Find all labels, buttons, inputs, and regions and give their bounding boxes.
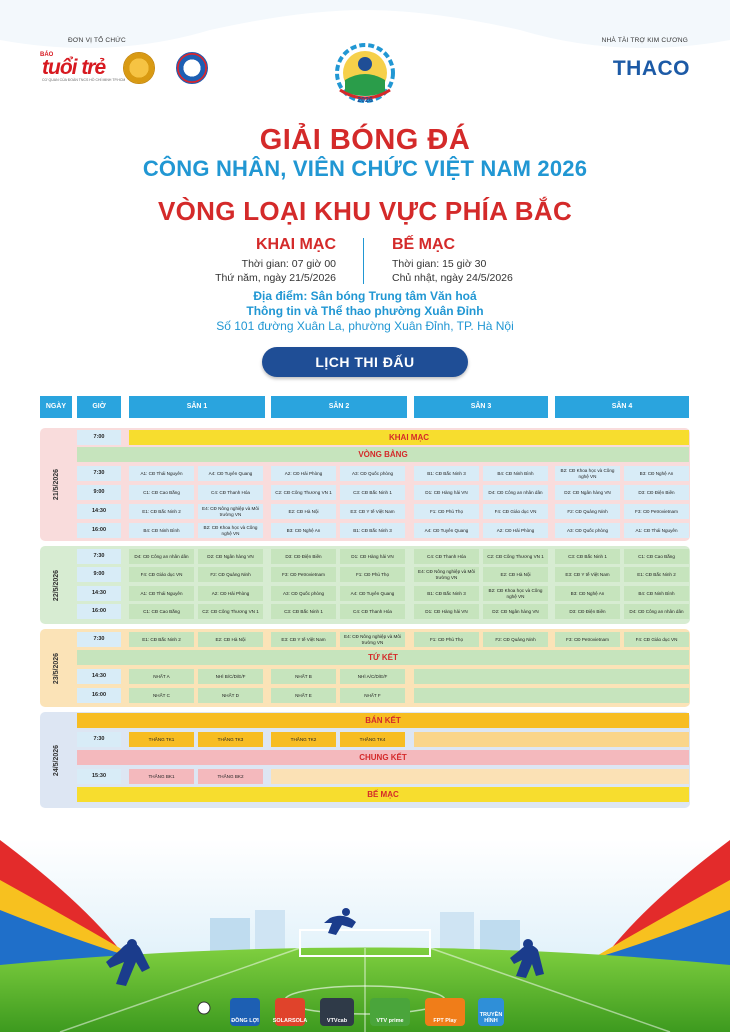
semi-cell: THẮNG TK4 [340, 732, 405, 747]
match-cell: E1: CĐ Bắc Ninh 2 [129, 504, 194, 519]
match-cell: F3: CĐ Petrovietnam [555, 632, 620, 647]
sponsor-logo-2: SOLARSOLA [275, 998, 305, 1026]
title-line3: VÒNG LOẠI KHU VỰC PHÍA BẮC [157, 196, 573, 226]
match-cell: F4: CĐ Giáo dục VN [483, 504, 548, 519]
match-cell: C2: CĐ Công Thương VN 1 [198, 604, 263, 619]
match-cell: B1: CĐ Bắc Ninh 3 [340, 523, 405, 538]
match-cell: A4: CĐ Tuyên Quang [340, 586, 405, 601]
sponsor-label: NHÀ TÀI TRỢ KIM CƯƠNG [601, 37, 688, 44]
day-label-1 [42, 428, 72, 541]
time-d1-1600: 16:00 [77, 523, 121, 538]
match-cell: C4: CĐ Thanh Hóa [340, 604, 405, 619]
time-d4-0730: 7:30 [77, 732, 121, 747]
match-cell: E3: CĐ Y tế Việt Nam [555, 567, 620, 582]
time-d2-1600: 16:00 [77, 604, 121, 619]
time-d4-1530: 15:30 [77, 769, 121, 784]
sponsor-logo-3: VTVcab [320, 998, 354, 1026]
match-cell: B2: CĐ Khoa học và Công nghệ VN [555, 466, 620, 481]
match-cell: E4: CĐ Nông nghiệp và Môi trường VN [414, 567, 479, 582]
closing-heading: BẾ MẠC [392, 236, 456, 253]
day-text-2: 22/5/2026 [53, 569, 61, 601]
final-cell: THẮNG BK1 [129, 769, 194, 784]
match-cell: A4: CĐ Tuyên Quang [198, 466, 263, 481]
organizer-label: ĐƠN VỊ TỔ CHỨC [68, 37, 126, 44]
match-cell: D1: CĐ Hàng hải VN [414, 485, 479, 500]
match-cell: F4: CĐ Giáo dục VN [624, 632, 689, 647]
closing-block [392, 236, 592, 285]
match-cell: E4: CĐ Nông nghiệp và Môi trường VN [198, 504, 263, 519]
match-cell: E4: CĐ Nông nghiệp và Môi trường VN [340, 632, 405, 647]
quarter-cell: NHẤT D [198, 688, 263, 703]
match-cell: B3: CĐ Nghệ An [271, 523, 336, 538]
match-cell: E3: CĐ Y tế Việt Nam [271, 632, 336, 647]
match-cell: F1: CĐ Phú Thọ [340, 567, 405, 582]
quarter-cell: NHẤT A [129, 669, 194, 684]
day-text-4: 24/5/2026 [53, 744, 61, 776]
match-cell: D2: CĐ Ngân hàng VN [483, 604, 548, 619]
header-field4: SÂN 4 [555, 396, 689, 418]
venue-block [0, 289, 730, 334]
match-cell: C1: CĐ Cao Bằng [129, 485, 194, 500]
opening-closing-divider [363, 238, 364, 284]
match-cell: D2: CĐ Ngân hàng VN [555, 485, 620, 500]
day-label-2 [42, 546, 72, 624]
match-cell: E3: CĐ Y tế Việt Nam [340, 504, 405, 519]
day-text-3: 23/5/2026 [53, 652, 61, 684]
opening-time: Thời gian: 07 giờ 00 [241, 258, 336, 270]
tuoitre-small: BÁO [40, 52, 54, 58]
match-cell: C2: CĐ Công Thương VN 1 [271, 485, 336, 500]
match-cell: C3: CĐ Bắc Ninh 1 [555, 549, 620, 564]
opening-heading: KHAI MẠC [256, 236, 336, 253]
closing-date: Chủ nhật, ngày 24/5/2026 [392, 272, 513, 284]
quarter-cell: NHÌ A/C/D/E/F [340, 669, 405, 684]
match-cell: B4: CĐ Ninh Bình [624, 586, 689, 601]
time-d2-1430: 14:30 [77, 586, 121, 601]
match-cell: B4: CĐ Ninh Bình [483, 466, 548, 481]
final-cell: THẮNG BK2 [198, 769, 263, 784]
sponsor-logo-5: FPT Play [425, 998, 465, 1026]
time-d1-0900: 9:00 [77, 485, 121, 500]
quarter-cell: NHẤT F [340, 688, 405, 703]
match-cell: D3: CĐ Điện Biên [624, 485, 689, 500]
tuoitre-logo [40, 52, 126, 82]
match-cell: C4: CĐ Thanh Hóa [414, 549, 479, 564]
opening-block [150, 236, 336, 285]
match-cell: D3: CĐ Điện Biên [271, 549, 336, 564]
match-cell: A1: CĐ Thái Nguyên [129, 586, 194, 601]
match-cell: A2: CĐ Hải Phòng [483, 523, 548, 538]
sponsor-logo-1: ĐỒNG LỢI [230, 998, 260, 1026]
match-cell: A3: CĐ Quốc phòng [340, 466, 405, 481]
match-cell: F4: CĐ Giáo dục VN [129, 567, 194, 582]
match-cell: E2: CĐ Hà Nội [483, 567, 548, 582]
venue-line3: Số 101 đường Xuân La, phường Xuân Đỉnh, TP. Hà Nội [216, 319, 514, 333]
match-cell: A3: CĐ Quốc phòng [555, 523, 620, 538]
quarter-empty-1 [414, 669, 689, 684]
venue-line2: Thông tin và Thể thao phường Xuân Đỉnh [246, 304, 484, 318]
match-cell: C2: CĐ Công Thương VN 1 [483, 549, 548, 564]
match-cell: B2: CĐ Khoa học và Công nghệ VN [483, 586, 548, 601]
title-line2: CÔNG NHÂN, VIÊN CHỨC VIỆT NAM 2026 [142, 156, 588, 181]
header-field3: SÂN 3 [414, 396, 548, 418]
vff-logo [176, 52, 208, 84]
semi-cell: THẮNG TK2 [271, 732, 336, 747]
semi-empty [414, 732, 689, 747]
quarter-cell: NHÌ B/C/D/E/F [198, 669, 263, 684]
banner-ban-ket: BÁN KẾT [77, 713, 689, 728]
header-time: GIỜ [77, 396, 121, 418]
match-cell: F2: CĐ Quảng Ninh [555, 504, 620, 519]
header-day: NGÀY [40, 396, 72, 418]
banner-be-mac: BẾ MẠC [77, 787, 689, 802]
time-d3-1430: 14:30 [77, 669, 121, 684]
thaco-logo: THACO [612, 57, 690, 80]
match-cell: E1: CĐ Bắc Ninh 2 [624, 567, 689, 582]
semi-cell: THẮNG TK3 [198, 732, 263, 747]
match-cell: E1: CĐ Bắc Ninh 2 [129, 632, 194, 647]
match-cell: A3: CĐ Quốc phòng [271, 586, 336, 601]
header-field1: SÂN 1 [129, 396, 265, 418]
match-cell: C3: CĐ Bắc Ninh 1 [340, 485, 405, 500]
banner-tu-ket: TỨ KẾT [77, 650, 689, 665]
trade-union-logo [123, 52, 155, 84]
time-d3-0730: 7:30 [77, 632, 121, 647]
semi-cell: THẮNG TK1 [129, 732, 194, 747]
match-cell: D4: CĐ Công an nhân dân [129, 549, 194, 564]
match-cell: B3: CĐ Nghệ An [555, 586, 620, 601]
opening-date: Thứ năm, ngày 21/5/2026 [215, 272, 336, 284]
sponsor-logo-6: TRUYỀN HÌNH [478, 998, 504, 1026]
match-cell: D4: CĐ Công an nhân dân [624, 604, 689, 619]
match-cell: C4: CĐ Thanh Hóa [198, 485, 263, 500]
match-cell: E2: CĐ Hà Nội [271, 504, 336, 519]
banner-chung-ket: CHUNG KẾT [77, 750, 689, 765]
match-cell: B2: CĐ Khoa học và Công nghệ VN [198, 523, 263, 538]
match-cell: D4: CĐ Công an nhân dân [483, 485, 548, 500]
time-d3-1600: 16:00 [77, 688, 121, 703]
match-cell: C1: CĐ Cao Bằng [129, 604, 194, 619]
match-cell: C3: CĐ Bắc Ninh 1 [271, 604, 336, 619]
closing-time: Thời gian: 15 giờ 30 [392, 258, 487, 270]
day-text-1: 21/5/2026 [53, 468, 61, 501]
match-cell: B1: CĐ Bắc Ninh 3 [414, 466, 479, 481]
match-cell: D3: CĐ Điện Biên [555, 604, 620, 619]
time-d1-0700: 7:00 [77, 430, 121, 445]
time-d1-0730: 7:30 [77, 466, 121, 481]
match-cell: D1: CĐ Hàng hải VN [414, 604, 479, 619]
match-cell: A1: CĐ Thái Nguyên [129, 466, 194, 481]
match-cell: F1: CĐ Phú Thọ [414, 632, 479, 647]
match-cell: A4: CĐ Tuyên Quang [414, 523, 479, 538]
time-d1-1430: 14:30 [77, 504, 121, 519]
match-cell: E2: CĐ Hà Nội [198, 632, 263, 647]
match-cell: F2: CĐ Quảng Ninh [198, 567, 263, 582]
tournament-emblem [330, 40, 400, 112]
header-field2: SÂN 2 [271, 396, 407, 418]
match-cell: B1: CĐ Bắc Ninh 3 [414, 586, 479, 601]
quarter-cell: NHẤT C [129, 688, 194, 703]
tuoitre-sub: CƠ QUAN CỦA ĐOÀN TNCS HỒ CHÍ MINH TP.HCM [42, 78, 126, 82]
match-cell: C1: CĐ Cao Bằng [624, 549, 689, 564]
sponsor-row [0, 998, 730, 1030]
sponsor-logo-4: VTV prime [370, 998, 410, 1026]
match-cell: A1: CĐ Thái Nguyên [624, 523, 689, 538]
banner-khai-mac: KHAI MẠC [129, 430, 689, 445]
final-empty [271, 769, 689, 784]
time-d2-0730: 7:30 [77, 549, 121, 564]
schedule-title: LỊCH THI ĐẤU [262, 347, 468, 377]
match-cell: A2: CĐ Hải Phòng [271, 466, 336, 481]
match-cell: D2: CĐ Ngân hàng VN [198, 549, 263, 564]
quarter-empty-2 [414, 688, 689, 703]
tuoitre-name: tuổi trẻ [42, 56, 106, 79]
venue-line1: Địa điểm: Sân bóng Trung tâm Văn hoá [253, 289, 477, 303]
match-cell: D1: CĐ Hàng hải VN [340, 549, 405, 564]
day-label-4 [42, 712, 72, 808]
match-cell: B3: CĐ Nghệ An [624, 466, 689, 481]
quarter-cell: NHẤT E [271, 688, 336, 703]
match-cell: F3: CĐ Petrovietnam [624, 504, 689, 519]
emblem-year: 2026 [357, 97, 373, 104]
match-cell: F3: CĐ Petrovietnam [271, 567, 336, 582]
match-cell: F1: CĐ Phú Thọ [414, 504, 479, 519]
match-cell: F2: CĐ Quảng Ninh [483, 632, 548, 647]
match-cell: B4: CĐ Ninh Bình [129, 523, 194, 538]
match-cell: A2: CĐ Hải Phòng [198, 586, 263, 601]
title-line1: GIẢI BÓNG ĐÁ [259, 124, 471, 156]
quarter-cell: NHẤT B [271, 669, 336, 684]
banner-vong-bang: VÒNG BẢNG [77, 447, 689, 462]
day-label-3 [42, 629, 72, 707]
time-d2-0900: 9:00 [77, 567, 121, 582]
